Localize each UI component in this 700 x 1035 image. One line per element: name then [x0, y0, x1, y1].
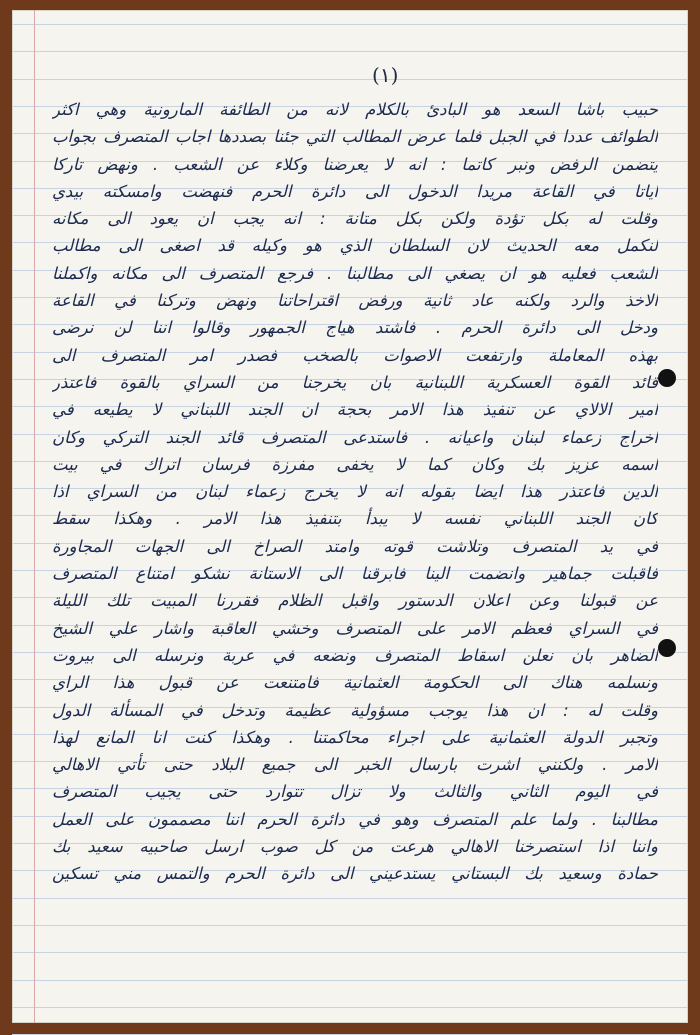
text-line: واننا اذا استصرخنا الاهالي هرعت من كل صوب ارسل صاحبيه سعيد بك	[52, 837, 658, 857]
text-line: قائد القوة العسكرية اللبنانية بان يخرجنا من السراي بالقوة فاعتذر	[52, 372, 658, 392]
margin-line	[34, 10, 35, 1023]
text-line: ونسلمه هناك الى الحكومة العثمانية فامتنعت عن قبول هذا الراي	[52, 673, 658, 693]
ruled-line	[12, 51, 688, 52]
text-line: الشعب فعليه هو ان يصغي الى مطالبنا . فرجع المتصرف الى مكانه واكملنا	[52, 263, 658, 283]
text-line: اياتا في القاعة مريدا الدخول الى دائرة الحرم فنهضت وامسكته بيدي	[52, 181, 658, 201]
ruled-line	[12, 79, 688, 80]
text-line: لنكمل معه الحديث لان السلطان الذي هو وكيله قد اصغى الى مطالب	[52, 236, 658, 256]
ruled-line	[12, 980, 688, 981]
text-line: الضاهر بان نعلن اسقاط المتصرف ونضعه في عربة ونرسله الى بيروت	[52, 645, 658, 665]
text-line: في السراي فعظم الامر على المتصرف وخشي العاقبة واشار علي الشيخ	[52, 618, 658, 638]
text-line: حمادة وسعيد بك البستاني يستدعيني الى دائرة الحرم والتمس مني تسكين	[52, 864, 658, 884]
ruled-line	[12, 24, 688, 25]
ruled-line	[12, 898, 688, 899]
text-line: اخراج زعماء لبنان واعيانه . فاستدعى المتصرف قائد الجند التركي وكان	[52, 427, 658, 447]
text-line: اسمه عزيز بك وكان كما لا يخفى مفرزة فرسان اتراك في بيت	[52, 454, 658, 474]
handwritten-text	[52, 96, 658, 888]
text-line: الدين فاعتذر هذا ايضا بقوله انه لا يخرج زعماء لبنان من السراي اذا	[52, 482, 658, 502]
ruled-line	[12, 952, 688, 953]
text-line: وقلت له : ان هذا يوجب مسؤولية عظيمة وتدخل في المسألة الدول	[52, 700, 658, 720]
text-line: الطوائف عددا في الجبل فلما عرض المطالب التي جئنا بصددها اجاب المتصرف بجواب	[52, 127, 658, 147]
text-line: بهذه المعاملة وارتفعت الاصوات بالصخب فصدر امر المتصرف الى	[52, 345, 658, 365]
ruled-line	[12, 1007, 688, 1008]
text-line: الاخذ والرد ولكنه عاد ثانية ورفض اقتراحاتنا ونهض وتركنا في القاعة	[52, 291, 658, 311]
text-line: مطالبنا . ولما علم المتصرف وهو في دائرة الحرم اننا مصممون على العمل	[52, 809, 658, 829]
text-line: ودخل الى دائرة الحرم . فاشتد هياج الجمهور وقالوا اننا لن نرضى	[52, 318, 658, 338]
punch-hole	[658, 369, 676, 387]
ruled-line	[12, 925, 688, 926]
text-line: عن قبولنا وعن اعلان الدستور واقبل الظلام فقررنا المبيت تلك الليلة	[52, 591, 658, 611]
text-line: كان الجند اللبناني نفسه لا يبدأ بتنفيذ هذا الامر . وهكذا سقط	[52, 509, 658, 529]
text-line: وقلت له بكل تؤدة ولكن بكل متانة : انه يجب ان يعود الى مكانه	[52, 209, 658, 229]
text-line: في يد المتصرف وتلاشت قوته وامتد الصراخ الى الجهات المجاورة	[52, 536, 658, 556]
letter-page	[12, 10, 688, 1023]
text-line: حبيب باشا السعد هو البادئ بالكلام لانه من الطائفة المارونية وهي اكثر	[52, 100, 658, 119]
text-line: في اليوم الثاني والثالث ولا تزال تتوارد حتى يجيب المتصرف	[52, 782, 658, 802]
text-line: الامر . ولكنني اشرت بارسال الخبر الى جميع البلاد حتى تأتي الاهالي	[52, 755, 658, 775]
text-line: امير الالاي عن تنفيذ هذا الامر بحجة ان الجند اللبناني لا يطيعه في	[52, 400, 658, 420]
punch-hole	[658, 639, 676, 657]
text-line: وتجبر الدولة العثمانية على اجراء محاكمتنا . وهكذا كنت انا المانع لهذا	[52, 727, 658, 747]
text-line: يتضمن الرفض ونبر كاتما : انه لا يعرضنا وكلاء عن الشعب . ونهض تاركا	[52, 154, 658, 174]
page-number: (١)	[372, 63, 399, 87]
text-line: فاقبلت جماهير وانضمت الينا فابرقنا الى الاستانة نشكو امتناع المتصرف	[52, 564, 658, 584]
